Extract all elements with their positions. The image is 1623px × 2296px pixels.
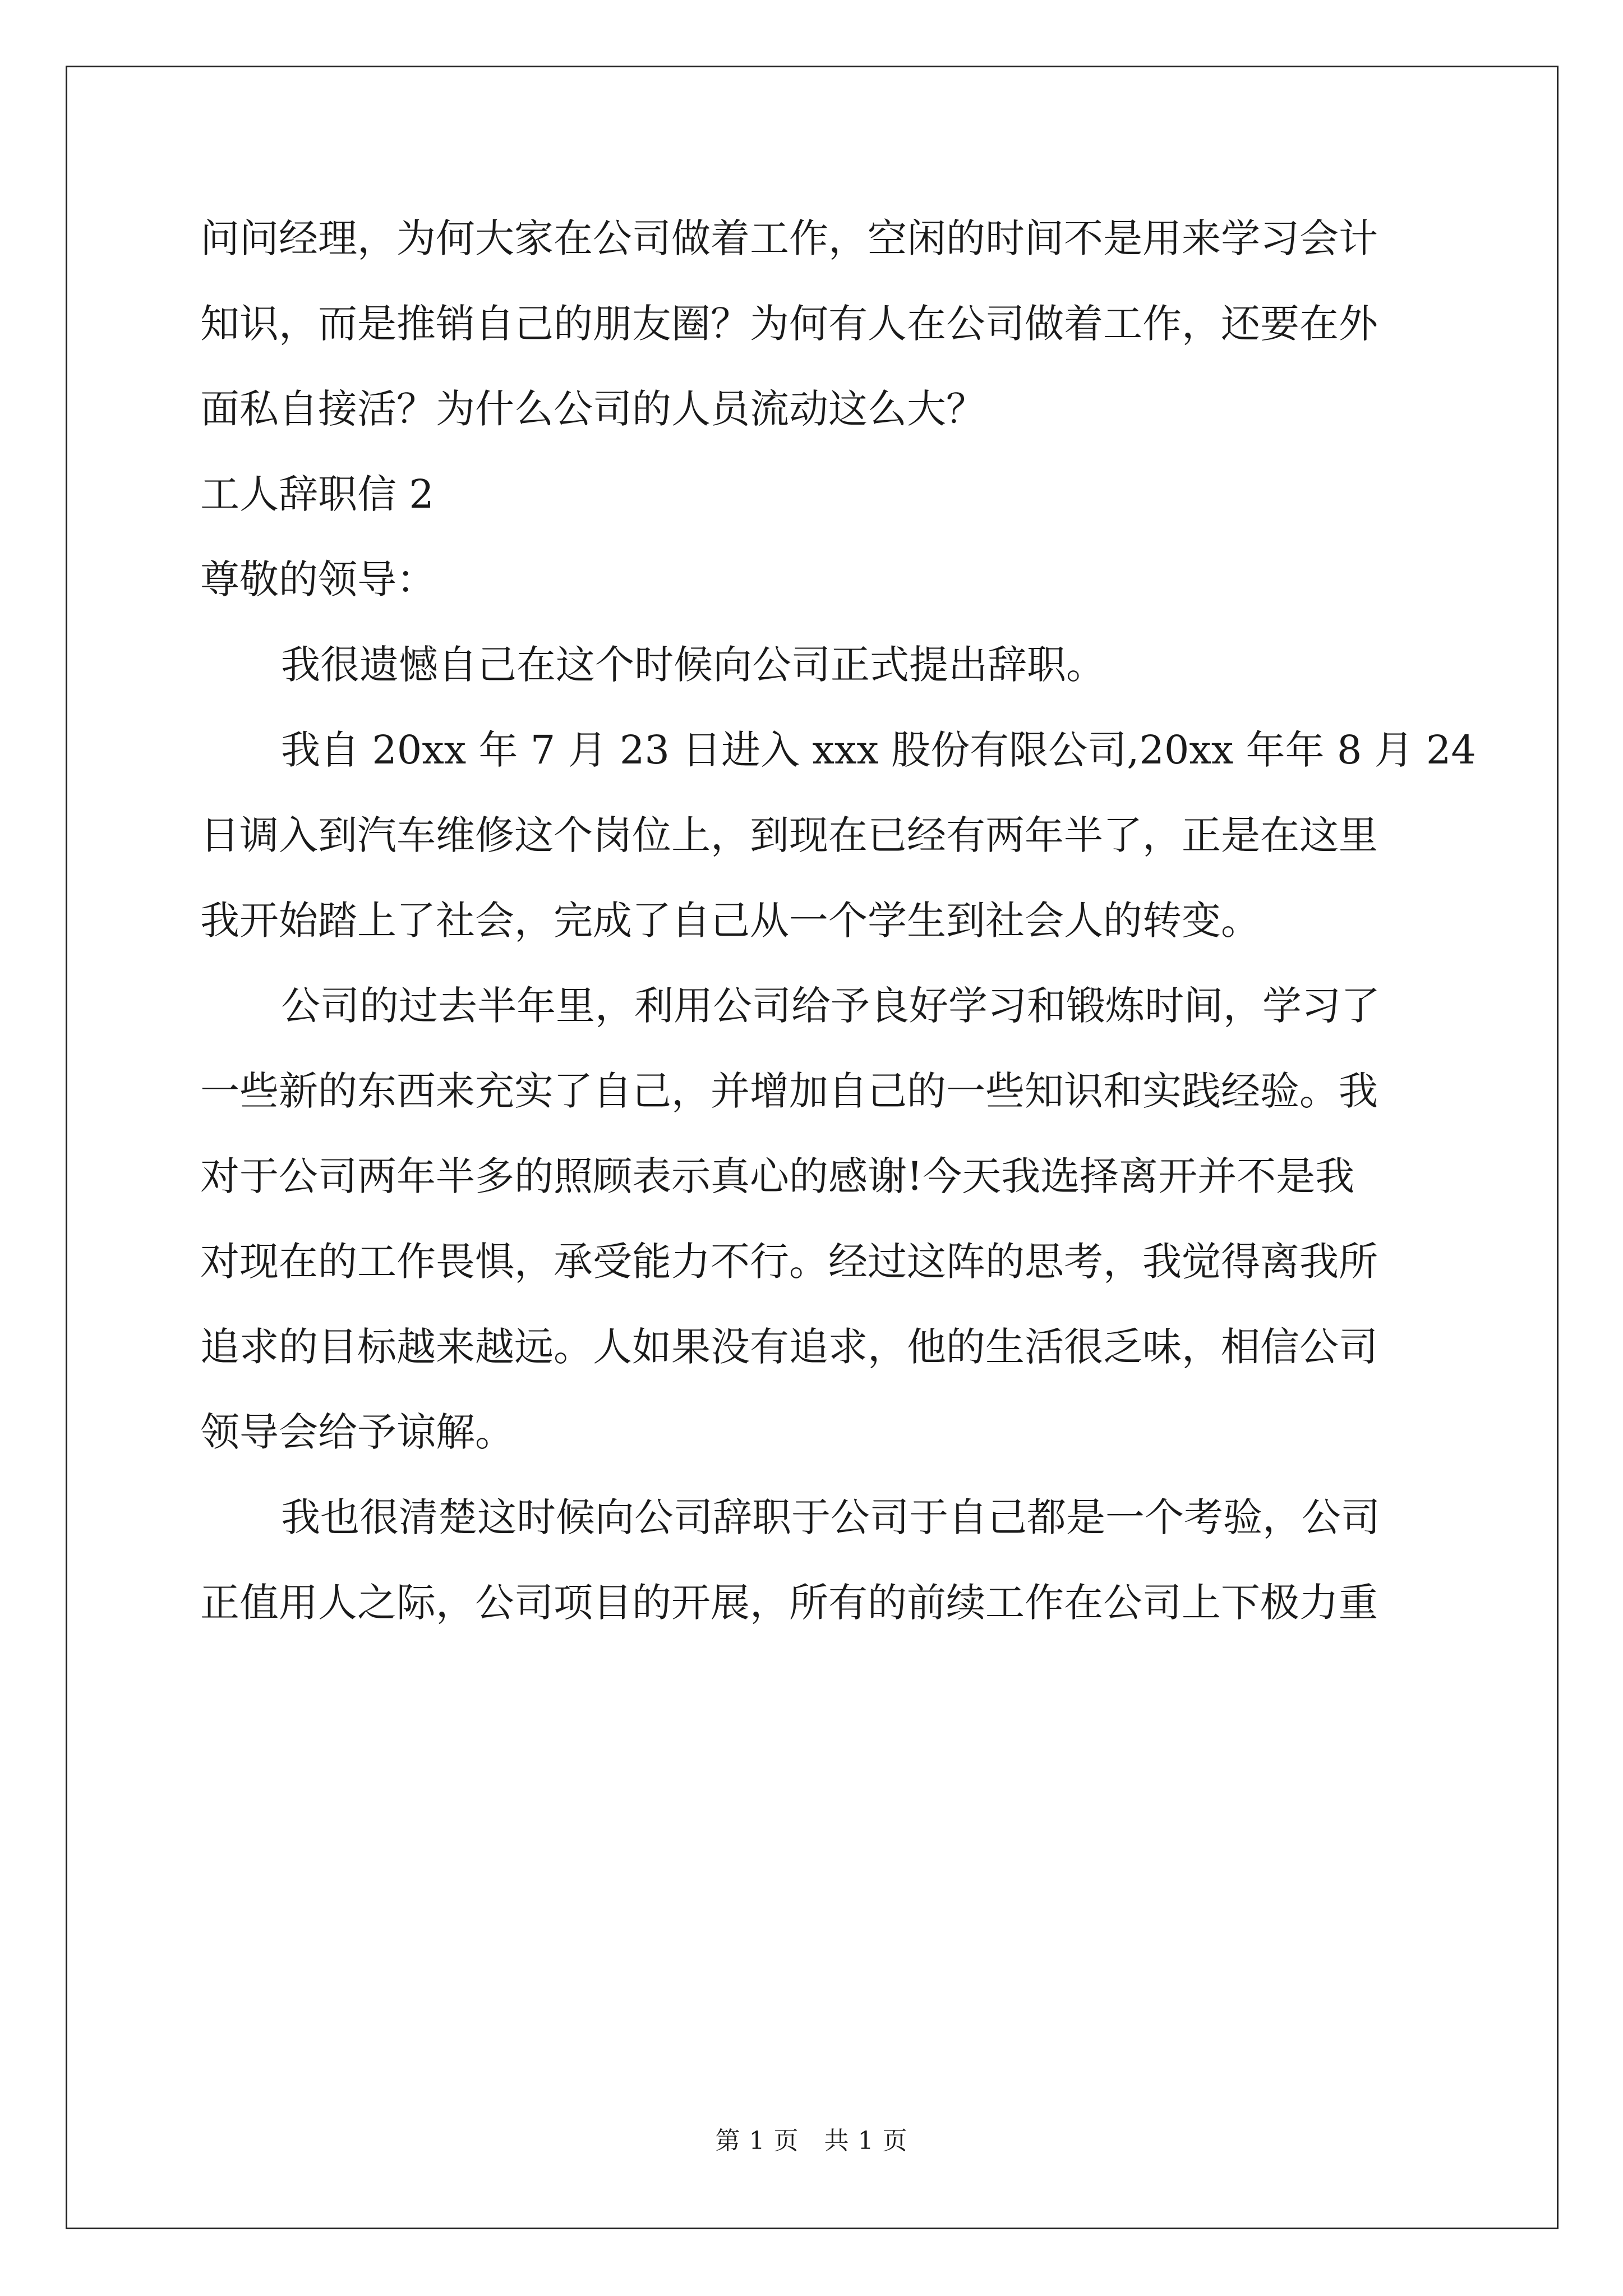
text-line: 日调入到汽车维修这个岗位上，到现在已经有两年半了，正是在这里 <box>200 812 1378 858</box>
text-line: 知识，而是推销自己的朋友圈？为何有人在公司做着工作，还要在外 <box>200 301 1378 347</box>
paragraph-start: 我很遗憾自己在这个时候向公司正式提出辞职。 <box>281 642 1105 688</box>
text-line: 对现在的工作畏惧，承受能力不行。经过这阵的思考，我觉得离我所 <box>200 1239 1378 1285</box>
text-line: 领导会给予谅解。 <box>200 1409 514 1455</box>
page-number-footer: 第 1 页 共 1 页 <box>715 2127 908 2155</box>
text-line: 正值用人之际，公司项目的开展，所有的前续工作在公司上下极力重 <box>200 1580 1378 1626</box>
salutation: 尊敬的领导： <box>200 556 436 602</box>
paragraph-start: 公司的过去半年里，利用公司给予良好学习和锻炼时间，学习了 <box>281 983 1380 1029</box>
text-line: 对于公司两年半多的照顾表示真心的感谢!今天我选择离开并不是我 <box>200 1153 1355 1199</box>
paragraph-start: 我也很清楚这时候向公司辞职于公司于自己都是一个考验，公司 <box>281 1494 1380 1540</box>
paragraph-start: 我自 20xx 年 7 月 23 日进入 xxx 股份有限公司,20xx 年年 8 月 24 <box>281 727 1476 773</box>
text-line: 问问经理，为何大家在公司做着工作，空闲的时间不是用来学习会计 <box>200 215 1378 261</box>
section-heading: 工人辞职信 2 <box>200 471 434 517</box>
text-line: 我开始踏上了社会，完成了自己从一个学生到社会人的转变。 <box>200 898 1260 944</box>
text-line: 面私自接活？为什么公司的人员流动这么大？ <box>200 386 985 432</box>
text-line: 追求的目标越来越远。人如果没有追求，他的生活很乏味，相信公司 <box>200 1324 1378 1370</box>
text-line: 一些新的东西来充实了自己，并增加自己的一些知识和实践经验。我 <box>200 1068 1378 1114</box>
